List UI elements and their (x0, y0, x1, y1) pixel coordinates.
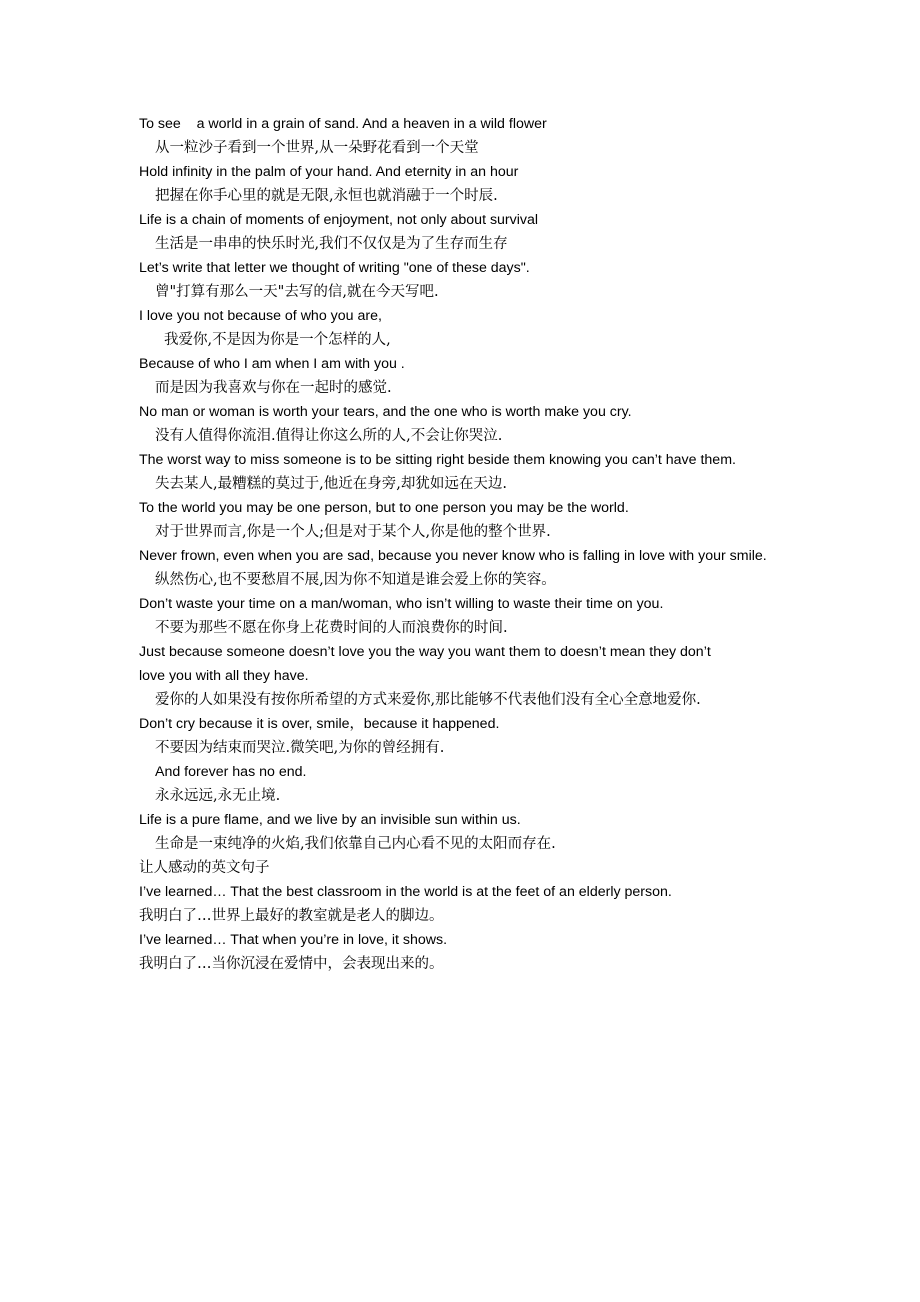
chinese-line: 爱你的人如果没有按你所希望的方式来爱你,那比能够不代表他们没有全心全意地爱你. (155, 692, 701, 708)
english-line: To see a world in a grain of sand. And a heaven in a wild flower (139, 116, 547, 132)
chinese-line: 曾"打算有那么一天"去写的信,就在今天写吧. (155, 284, 439, 300)
chinese-line: 纵然伤心,也不要愁眉不展,因为你不知道是谁会爱上你的笑容。 (155, 572, 556, 588)
chinese-line: 生命是一束纯净的火焰,我们依靠自己内心看不见的太阳而存在. (155, 836, 556, 852)
english-line: I’ve learned… That the best classroom in the world is at the feet of an elderly person. (139, 884, 672, 900)
chinese-line: 不要因为结束而哭泣.微笑吧,为你的曾经拥有. (155, 740, 445, 756)
chinese-line: 生活是一串串的快乐时光,我们不仅仅是为了生存而生存 (155, 236, 508, 252)
document-body (139, 112, 781, 976)
chinese-line: 失去某人,最糟糕的莫过于,他近在身旁,却犹如远在天边. (155, 476, 507, 492)
english-line: I’ve learned… That when you’re in love, it shows. (139, 932, 448, 948)
english-line: Don’t cry because it is over, smile，because it happened. (139, 716, 500, 732)
english-line: Never frown, even when you are sad, because you never know who is falling in love with your smile. (139, 548, 767, 564)
english-line: Don’t waste your time on a man/woman, who isn’t willing to waste their time on you. (139, 596, 664, 612)
english-line: Life is a chain of moments of enjoyment, not only about survival (139, 212, 539, 228)
chinese-line: 我明白了…当你沉浸在爱情中，会表现出来的。 (139, 956, 444, 972)
english-line: The worst way to miss someone is to be sitting right beside them knowing you can’t have them. (139, 452, 736, 468)
chinese-line: 我明白了…世界上最好的教室就是老人的脚边。 (139, 908, 444, 924)
english-line: Just because someone doesn’t love you the way you want them to doesn’t mean they don’t (139, 644, 711, 660)
english-line: Life is a pure flame, and we live by an invisible sun within us. (139, 812, 521, 828)
chinese-line: 把握在你手心里的就是无限,永恒也就消融于一个时辰. (155, 188, 498, 204)
chinese-line: 对于世界而言,你是一个人;但是对于某个人,你是他的整个世界. (155, 524, 551, 540)
english-line: And forever has no end. (155, 764, 307, 780)
english-line: Let’s write that letter we thought of writing "one of these days". (139, 260, 530, 276)
english-line: Because of who I am when I am with you . (139, 356, 405, 372)
section-heading: 让人感动的英文句子 (139, 860, 270, 876)
english-line: To the world you may be one person, but to one person you may be the world. (139, 500, 629, 516)
english-line: Hold infinity in the palm of your hand. And eternity in an hour (139, 164, 519, 180)
english-line: I love you not because of who you are, (139, 308, 382, 324)
english-line: No man or woman is worth your tears, and the one who is worth make you cry. (139, 404, 632, 420)
chinese-line: 永永远远,永无止境. (155, 788, 281, 804)
chinese-line: 从一粒沙子看到一个世界,从一朵野花看到一个天堂 (155, 140, 479, 156)
chinese-line: 我爱你,不是因为你是一个怎样的人, (164, 332, 391, 348)
chinese-line: 没有人值得你流泪.值得让你这么所的人,不会让你哭泣. (155, 428, 503, 444)
english-line: love you with all they have. (139, 668, 309, 684)
chinese-line: 而是因为我喜欢与你在一起时的感觉. (155, 380, 392, 396)
chinese-line: 不要为那些不愿在你身上花费时间的人而浪费你的时间. (155, 620, 508, 636)
